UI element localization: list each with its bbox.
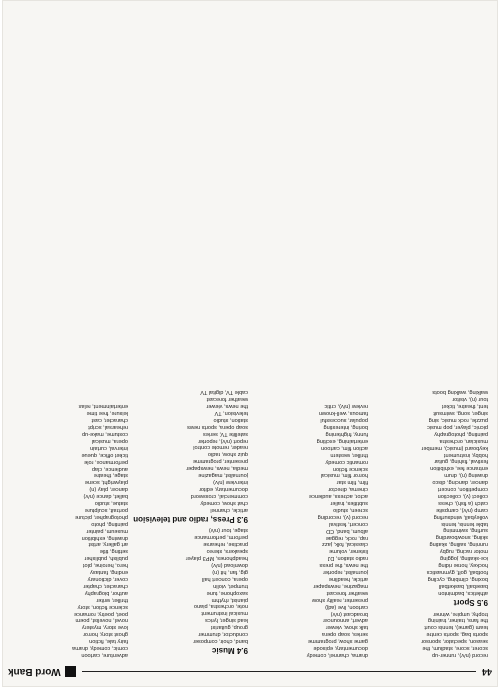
- word-entry: tour (n), visitor: [452, 396, 488, 403]
- word-entry: saxophone, tune: [206, 589, 248, 596]
- word-entry: character, chapter: [83, 582, 128, 589]
- word-entry: interval, curtain: [90, 444, 128, 451]
- word-entry: tent, theatre, ticket: [441, 403, 488, 410]
- word-entry: group, guitarist: [210, 624, 248, 631]
- word-entry: statue, studio: [94, 500, 128, 507]
- word-entry: album, band, CD: [326, 527, 368, 534]
- word-entry: thriller, western: [330, 451, 368, 458]
- word-entry: chat show, comedy: [200, 499, 248, 506]
- word-entry: boring, interesting: [323, 424, 368, 431]
- word-entry: catch (a fish), chess: [438, 499, 488, 506]
- word-entry: publish, publisher: [84, 555, 128, 562]
- word-entry: magazine, newspaper: [313, 582, 368, 589]
- column-3: [132, 18, 248, 658]
- word-entry: hockey, horse riding: [438, 562, 488, 569]
- word-entry: article, channel: [210, 506, 248, 513]
- word-entry: athletics, badminton: [438, 589, 488, 596]
- word-entry: soap opera, sports news: [187, 423, 248, 430]
- word-entry: funny, frightening: [325, 431, 368, 437]
- word-entry: entrance fee, exhibition: [430, 465, 488, 472]
- word-entry: screen, studio: [333, 506, 368, 513]
- word-entry: ghost story, horror: [83, 631, 128, 638]
- word-entry: portrait, sculpture: [84, 506, 128, 513]
- word-entry: cinema, director: [328, 486, 368, 493]
- word-entry: journalist, magazine: [198, 472, 248, 479]
- section-heading: 9.5 Sport: [453, 597, 488, 607]
- word-entry: pianist, rhythm: [211, 596, 248, 603]
- word-entry: science fiction: [332, 465, 368, 472]
- word-entry: science fiction, story: [77, 603, 128, 610]
- word-entry: the fans, trainer, training: [427, 617, 488, 624]
- word-entry: photographer, picture: [75, 513, 128, 520]
- word-entry: ice-skating, jogging: [440, 555, 488, 562]
- word-entry: entertainment, relax: [78, 403, 128, 410]
- word-entry: broadcast (n/v): [330, 610, 368, 617]
- word-entry: poet, poetry, romance: [74, 610, 128, 617]
- word-entry: opera, musical: [91, 437, 128, 444]
- word-entry: keyboard (music), member: [421, 444, 488, 451]
- word-entry: download (n/v): [211, 562, 248, 569]
- word-entry: love story, mystery: [81, 624, 128, 631]
- page-title: Word Bank: [8, 666, 61, 678]
- word-entry: series, soap opera: [321, 631, 368, 638]
- word-entry: entertaining, exciting: [316, 437, 368, 444]
- word-entry: lead singer, lyrics: [205, 617, 248, 624]
- word-entry: journalist, reporter: [322, 569, 368, 576]
- word-entry: cable TV, digital TV: [200, 389, 248, 396]
- word-entry: documentary, episode: [313, 645, 368, 652]
- word-entry: film, film star: [336, 479, 368, 486]
- word-entry: collect (v), collection: [437, 492, 488, 499]
- word-entry: dancer, dancing, disco: [432, 479, 488, 486]
- word-entry: drawing (n), drum: [444, 472, 488, 479]
- word-entry: weather forecast: [206, 396, 248, 403]
- word-entry: thriller, writer: [96, 596, 128, 603]
- word-entry: weather forecast: [326, 589, 368, 596]
- word-entry: boxing, climbing, cycling: [427, 575, 488, 582]
- word-entry: hero, heroine, plot: [82, 562, 128, 569]
- word-entry: trophy, umpire, winner: [433, 610, 488, 617]
- word-entry: motor racing, rugby: [439, 548, 488, 555]
- word-entry: author, biography: [84, 589, 128, 596]
- word-entry: walking, walking boots: [432, 389, 488, 396]
- word-entry: concert, festival: [329, 520, 368, 527]
- word-entry: puzzle, rock music, sing: [428, 417, 488, 423]
- word-entry: dancer, play (n): [89, 486, 128, 493]
- word-entry: game show, programme: [307, 638, 368, 645]
- word-entry: presenter, reality show: [312, 596, 368, 603]
- word-entry: costume, make-up: [81, 431, 128, 437]
- word-entry: surfing, swimming: [443, 527, 488, 534]
- word-entry: performance, role: [84, 458, 128, 465]
- word-entry: setting, title: [99, 548, 128, 555]
- word-entry: speakers, stereo: [206, 548, 248, 555]
- word-entry: leisure, free time: [86, 410, 128, 417]
- word-entry: famous, well-known: [318, 410, 368, 417]
- word-entry: musical instrument: [201, 610, 248, 617]
- word-entry: band, choir, composer: [192, 638, 248, 644]
- section-heading: 9.4 Music: [211, 646, 248, 655]
- word-entry: interview (n/v): [213, 478, 248, 485]
- word-entry: painting, photography: [434, 430, 488, 437]
- word-entry: volleyball, windsurfing: [433, 513, 488, 520]
- word-entry: the news, the press: [319, 562, 368, 569]
- word-entry: radio station, DJ: [327, 555, 368, 562]
- word-entry: station, studio: [213, 416, 248, 423]
- word-entry: football, golf, gymnastics: [426, 568, 488, 575]
- word-entry: report (n/v), reporter: [197, 437, 248, 444]
- word-entry: musician, orchestra: [439, 437, 488, 444]
- word-entry: practise, rehearse: [203, 541, 248, 548]
- word-entry: skiing, snowboarding: [435, 534, 488, 541]
- word-entry: gig, fan, hit (n): [212, 568, 248, 575]
- word-entry: stage, theatre: [93, 472, 128, 479]
- word-entry: picnic, player, pop music: [427, 423, 488, 430]
- word-entry: camp (n/v), campsite: [436, 506, 488, 513]
- word-entry: horror film, musical: [320, 472, 368, 479]
- word-entry: comic, comedy, drama: [72, 645, 128, 652]
- word-entry: record (v), recording: [317, 513, 368, 520]
- word-entry: note, orchestra, piano: [193, 603, 248, 610]
- word-entry: record (n/v), runner-up: [432, 652, 488, 658]
- word-entry: adventure, cartoon: [81, 652, 128, 658]
- column-1: [372, 18, 488, 658]
- word-entry: television, TV: [214, 409, 248, 416]
- word-entry: running, sailing, skating: [429, 541, 488, 548]
- word-entry: ballet, dance (n/v): [83, 493, 128, 500]
- word-entry: fairy tale, fiction: [89, 638, 128, 645]
- word-entry: art gallery, artist: [88, 541, 128, 548]
- word-bank-page: [8, 12, 492, 680]
- word-entry: advert, announcer: [322, 617, 368, 624]
- word-entry: article, headline: [328, 576, 368, 583]
- word-entry: festival, fishing, guitar: [434, 458, 488, 465]
- page-header: [8, 664, 492, 680]
- word-entry: table tennis, tennis: [441, 520, 488, 527]
- word-entry: perform, performance: [194, 534, 248, 541]
- word-entry: actor, actress, audience: [308, 493, 368, 500]
- word-entry: ending, fantasy: [90, 569, 128, 576]
- section-heading: 9.3 Press, radio and television: [133, 514, 248, 524]
- header-rule: [82, 672, 476, 673]
- word-entry: playwright, scene: [84, 479, 128, 486]
- word-entry: drama, channel, comedy: [306, 652, 368, 658]
- word-entry: drawing, exhibition: [81, 534, 128, 541]
- word-entry: ticket office, queue: [81, 451, 128, 458]
- word-entry: talk show, viewer: [325, 624, 368, 631]
- word-entry: season, spectator, sponsor: [421, 638, 488, 645]
- word-entry: cover, dictionary: [87, 576, 128, 583]
- page-number: 44: [481, 667, 492, 677]
- word-entry: action film, cartoon: [321, 444, 368, 451]
- word-entry: popular, successful: [320, 417, 368, 424]
- word-entry: stage, tour (n/v): [208, 527, 248, 534]
- word-entry: scorer, score, stadium, the: [422, 645, 488, 652]
- word-entry: reader, remote control: [193, 444, 248, 451]
- word-entry: romantic comedy: [325, 458, 368, 465]
- word-entry: documentary, editor: [198, 485, 248, 492]
- word-entry: cartoon, live (adj): [325, 603, 368, 610]
- word-entry: listener, volume: [329, 548, 368, 555]
- word-entry: classical, folk, jazz: [321, 541, 368, 548]
- scanned-page: [2, 0, 498, 687]
- word-entry: opera, concert hall: [201, 575, 248, 582]
- column-4: [12, 18, 128, 658]
- word-entry: museum, painter: [86, 527, 128, 534]
- word-entry: the news, viewer: [206, 403, 248, 409]
- word-entry: hobby, instrument: [443, 451, 488, 458]
- word-entry: trumpet, violin: [213, 582, 248, 589]
- word-entry: competition, concert: [437, 486, 488, 493]
- word-entry: singer, song, swimsuit: [433, 410, 488, 417]
- word-entry: audience, clap: [91, 465, 128, 472]
- word-entry: character, cast: [91, 417, 128, 424]
- word-entry: baseball, basketball: [438, 582, 488, 589]
- word-entry: satellite TV, series: [202, 430, 248, 437]
- word-entry: sports bag, sports centre: [426, 631, 488, 638]
- word-entry: rap, rock, reggae: [325, 534, 368, 541]
- word-entry: conductor, drummer: [198, 631, 248, 638]
- word-entry: quiz show, radio: [207, 451, 248, 458]
- word-entry: team (game), tennis court: [424, 624, 488, 631]
- column-2: [252, 18, 368, 658]
- word-entry: presenter, programme: [192, 458, 248, 465]
- word-entry: subtitles, trailer: [330, 500, 368, 507]
- word-entry: novel, novelist, poem: [75, 617, 128, 624]
- word-entry: painting, photo: [91, 520, 128, 527]
- word-columns: [12, 18, 488, 658]
- word-entry: headphones, MP3 player: [185, 555, 248, 562]
- word-entry: media, news, newspaper: [186, 465, 248, 472]
- word-entry: review (n/v), critic: [324, 403, 368, 410]
- word-entry: rehearsal, script: [88, 424, 128, 431]
- word-entry: commercial, crossword: [190, 492, 248, 499]
- section-marker-icon: [65, 667, 76, 678]
